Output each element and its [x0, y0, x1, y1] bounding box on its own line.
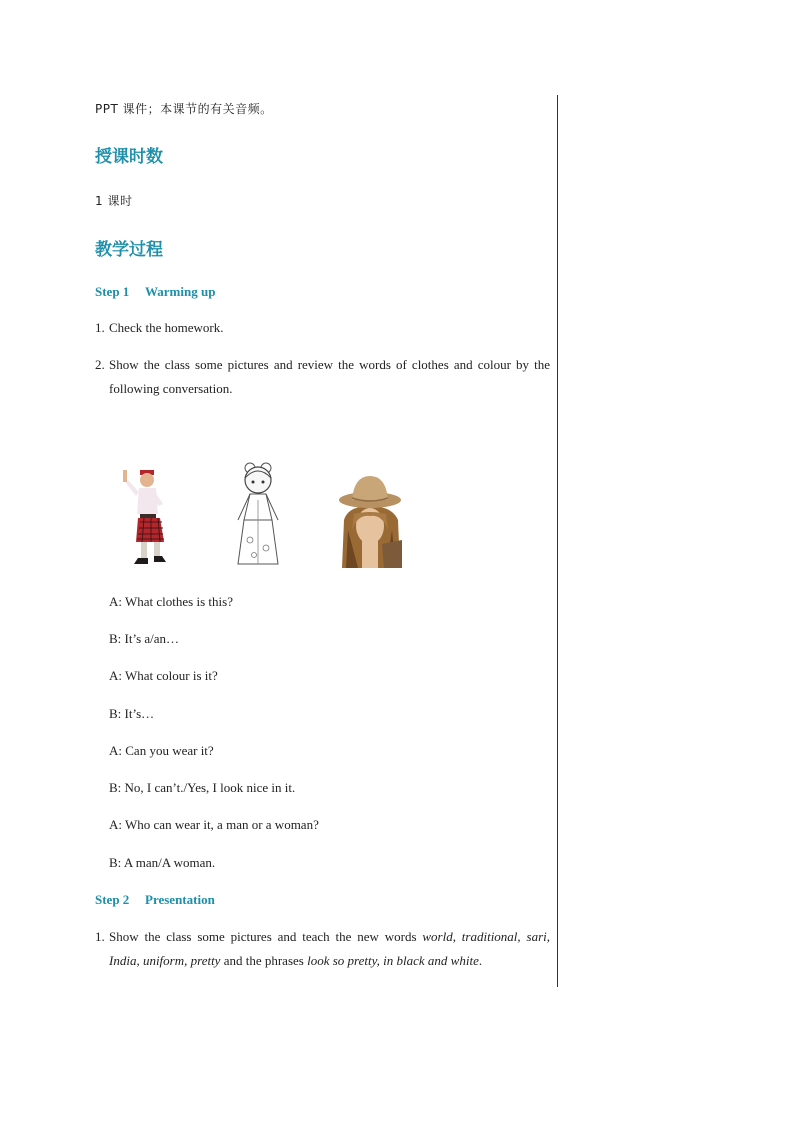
dialog-line-2: B: It’s a/an… [109, 631, 180, 646]
step1-number: Step 1 [95, 284, 130, 299]
step2-heading [95, 892, 215, 908]
step1-title: Warming up [145, 284, 216, 299]
margin-rule [557, 95, 558, 987]
kilt-man-picture [118, 462, 188, 570]
step1-item-2 [95, 353, 550, 401]
cowboy-hat-woman-picture [338, 470, 402, 568]
step1-heading [95, 284, 215, 300]
item-text [95, 925, 550, 973]
item-text-pre: Show the class some pictures and teach the new words [109, 929, 423, 944]
step2-title: Presentation [145, 892, 215, 907]
item-text-mid: and the phrases [220, 953, 308, 968]
item-text: Show the class some pictures and review the words of clothes and colour by the following conversation. [109, 357, 550, 396]
dialog-line-3: A: What colour is it? [109, 668, 218, 683]
item-number: 2. [95, 357, 105, 372]
step2-number: Step 2 [95, 892, 130, 907]
dialog-line-8: B: A man/A woman. [109, 855, 216, 870]
dialog-line-6: B: No, I can’t./Yes, I look nice in it. [109, 780, 296, 795]
dialog-line-7: A: Who can wear it, a man or a woman? [109, 817, 319, 832]
step1-item-1 [95, 316, 550, 340]
item-text-end: . [478, 953, 483, 968]
new-phrases: look so pretty, in black and white [307, 953, 479, 968]
new-words: world, traditional, sari, India, uniform, pretty [109, 929, 550, 968]
girl-dress-sketch-picture [228, 460, 288, 570]
item-number: 1. [95, 929, 105, 944]
dialog-line-4: B: It’s… [109, 706, 155, 721]
step2-item-1 [95, 925, 550, 973]
hours-heading: 授课时数 [95, 147, 163, 167]
hours-value: 1 课时 [95, 194, 133, 208]
dialog-line-1: A: What clothes is this? [109, 594, 233, 609]
dialog-line-5: A: Can you wear it? [109, 743, 214, 758]
item-number: 1. [95, 320, 105, 335]
process-heading: 教学过程 [95, 240, 163, 260]
materials-line: PPT 课件；本课节的有关音频。 [95, 102, 273, 116]
item-text: Check the homework. [109, 320, 224, 335]
